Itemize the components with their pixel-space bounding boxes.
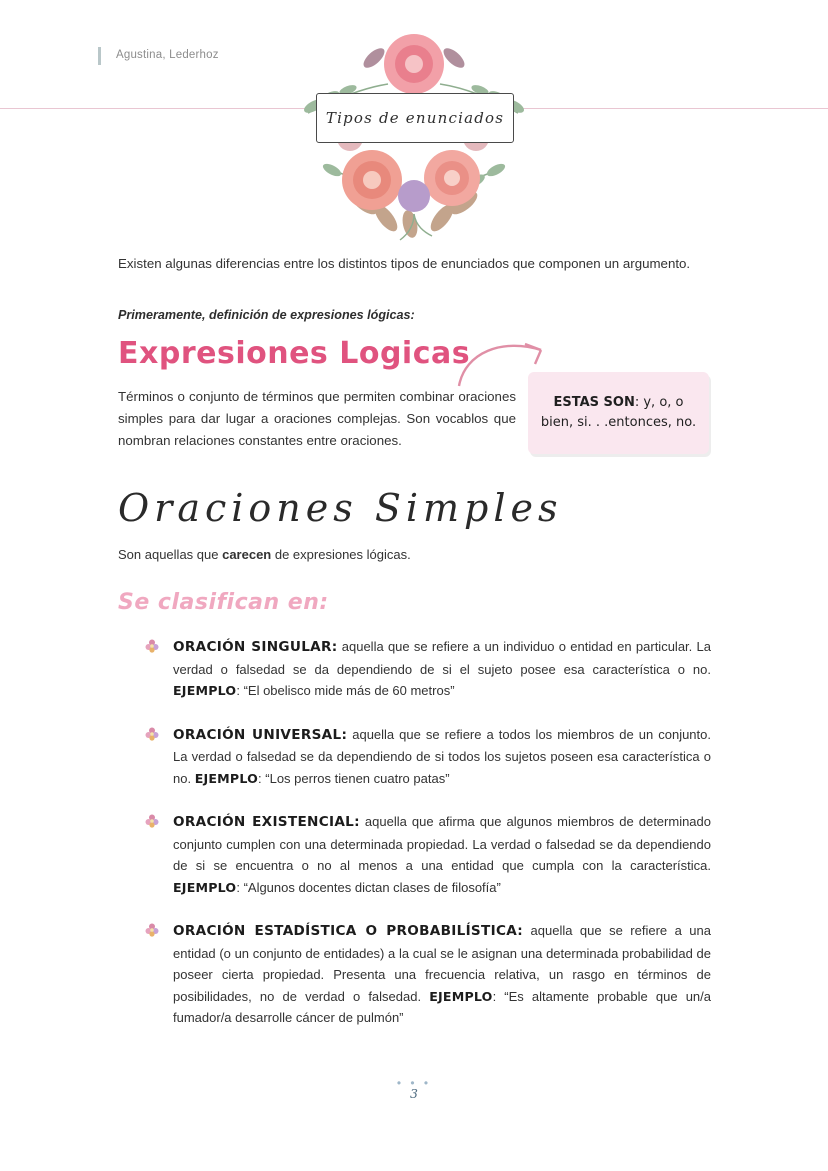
intro-paragraph: Existen algunas diferencias entre los distintos tipos de enunciados que componen un argumento. [118,256,691,271]
list-item-body: aquella que se refiere a todos los miembros de un conjunto. La verdad o falsedad se da dependiendo de si todos los sujetos poseen esa característica o no. [173,726,711,786]
list-item-example-text: : “Algunos docentes dictan clases de filosofía” [236,879,501,895]
list-item-label: ORACIÓN ESTADÍSTICA O PROBABILÍSTICA: [173,923,524,939]
list-item [145,636,711,702]
callout-box [528,372,709,454]
list-item-text [173,920,711,1029]
list-item-example-text: : “El obelisco mide más de 60 metros” [236,683,455,698]
para-simples-pre: Son aquellas que [118,547,223,562]
list-item-example-label: EJEMPLO [173,683,237,698]
list-item [145,724,711,790]
paragraph-expresiones-logicas: Términos o conjunto de términos que permiten combinar oraciones simples para dar lugar a oraciones complejas. Son vocablos que nombran relaciones constantes entre oraciones. [118,389,516,448]
page-title: Tipos de enunciados [325,109,505,127]
list-item-text [173,724,711,790]
list-item-label: ORACIÓN SINGULAR: [173,639,338,655]
callout-label: ESTAS SON [553,395,635,410]
list-item [145,811,711,898]
paragraph-oraciones-simples [118,545,710,565]
footer-dots: • • • [396,1076,432,1090]
subintro-paragraph: Primeramente, definición de expresiones lógicas: [118,308,415,322]
flower-bullet-icon [145,814,159,828]
heading-oraciones-simples: Oraciones Simples [118,486,563,530]
heading-expresiones-logicas: Expresiones Logicas [118,336,471,371]
para-simples-post: de expresiones lógicas. [271,547,411,562]
list-item-body: aquella que afirma que algunos miembros de determinado conjunto cumplen con una determinada propiedad. La verdad o falsedad se da dependiendo de si se encuentra o no al menos a una entidad que cumpla con la característica. [173,814,711,873]
author-accent-bar [98,47,101,65]
list-item-example-label: EJEMPLO [173,879,237,895]
list-item-body: aquella que se refiere a un individuo o entidad en particular. La verdad o falsedad se da dependiendo de si el sujeto posee esa característica o no. [173,639,711,677]
list-item-text [173,636,711,702]
flower-bullet-icon [145,727,159,741]
callout-text [538,393,699,433]
list-item-example-text: : “Los perros tienen cuatro patas” [258,770,450,786]
list-item-example-label: EJEMPLO [429,988,493,1004]
list-item [145,920,711,1029]
flower-bullet-icon [145,923,159,937]
flower-bullet-icon [145,639,159,653]
list-item-text [173,811,711,898]
callout-body: : y, o, o bien, si. . .entonces, no. [540,395,697,430]
heading-se-clasifican-en: Se clasifican en: [118,590,329,615]
classification-list [145,636,711,1051]
list-item-example-text: : “Es altamente probable que un/a fumador/a desarrolle cáncer de pulmón” [173,988,711,1025]
title-plate [316,93,514,143]
page-number: 3 [410,1086,418,1101]
list-item-label: ORACIÓN UNIVERSAL: [173,726,348,743]
list-item-example-label: EJEMPLO [194,770,259,786]
list-item-body: aquella que se refiere a una entidad (o un conjunto de entidades) a la cual se le asignan una determinada probabilidad de poseer cierta propiedad. Presenta una frecuencia relativa, un rasgo en términos de posibilidades, no de verdad o falsedad. [173,923,711,1004]
para-simples-bold: carecen [222,547,272,562]
author-name: Agustina, Lederhoz [116,49,219,61]
list-item-label: ORACIÓN EXISTENCIAL: [173,814,360,830]
